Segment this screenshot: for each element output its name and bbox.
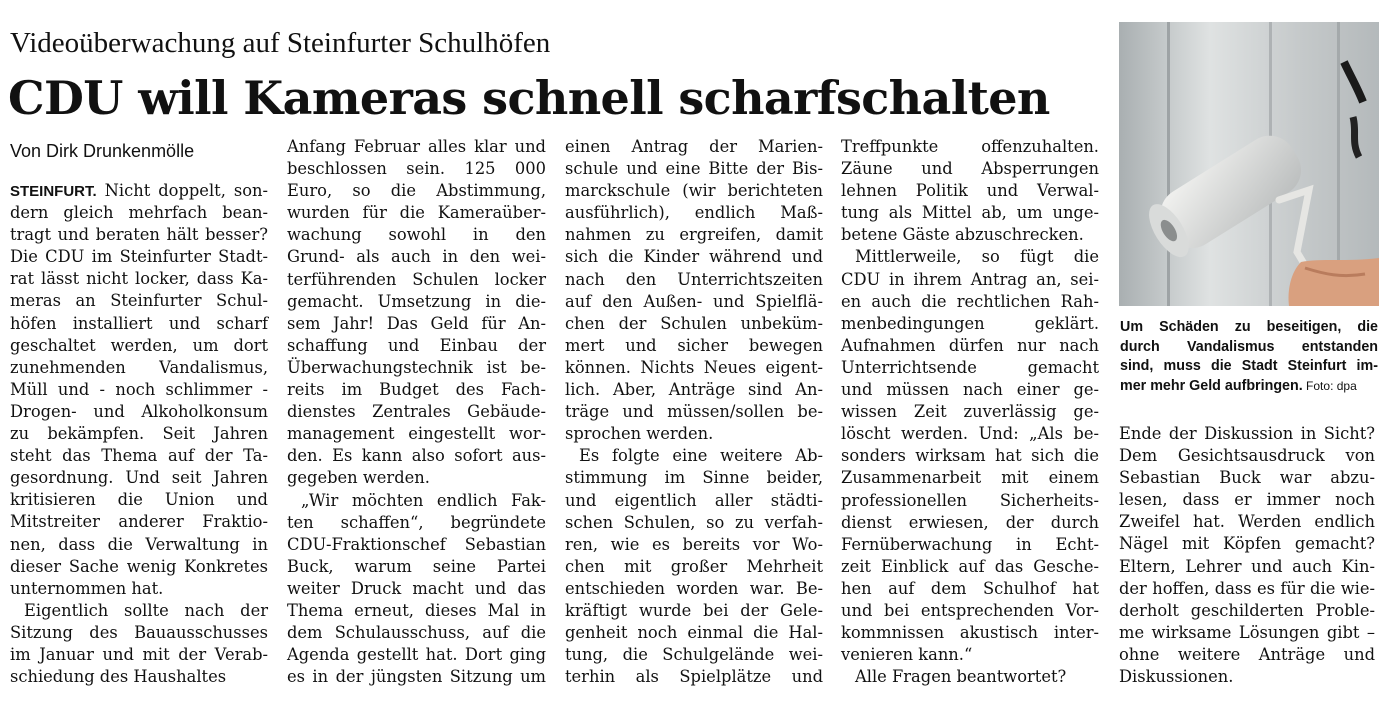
text-column-3	[565, 136, 823, 688]
text-column-1	[10, 180, 268, 688]
text-line: nen, dass die Verwaltung in	[10, 534, 268, 554]
text-column-4	[841, 136, 1099, 688]
text-line: venieren kann.“	[841, 645, 973, 665]
text-line: rat lässt nicht locker, dass Ka-	[10, 269, 268, 289]
text-line: terhin als Spielplätze und	[565, 667, 823, 687]
text-line: schaffung und Einbau der	[287, 335, 546, 355]
text-line: der hoffen, dass es für die wie-	[1119, 578, 1375, 598]
text-line: en auch die rechtlichen Rah-	[841, 291, 1099, 311]
text-line: es in der jüngsten Sitzung um	[287, 667, 546, 687]
text-line: Sebastian Buck war abzu-	[1119, 468, 1375, 488]
caption-text: sind, muss die Stadt Steinfurt im-	[1120, 358, 1378, 374]
text-line: tragt und beraten hält besser?	[10, 225, 268, 245]
text-line: Diskussionen.	[1119, 667, 1234, 687]
text-line: ohne weitere Anträge und	[1119, 644, 1375, 664]
text-line: Fernüberwachung in Echt-	[841, 534, 1099, 554]
text-line: Eigentlich sollte nach der	[24, 600, 268, 620]
text-column-2	[287, 136, 546, 688]
text-line: Nägel mit Köpfen gemacht?	[1119, 534, 1375, 554]
text-line: terführenden Schulen locker	[287, 269, 546, 289]
text-line: Mitstreiter anderer Fraktio-	[10, 512, 268, 532]
text-line: und müssen nach einer ge-	[841, 380, 1099, 400]
text-line: lehnen Politik und Verwal-	[841, 181, 1099, 201]
text-line: zeit Einblick auf das Gesche-	[841, 556, 1099, 576]
text-line: schiedung des Haushaltes	[10, 667, 227, 687]
text-line: ausführlich), endlich Maß-	[565, 203, 823, 223]
text-line: tung als Mittel ab, um unge-	[841, 203, 1099, 223]
text-line: Eltern, Lehrer und auch Kin-	[1119, 556, 1375, 576]
text-line: professionellen Sicherheits-	[841, 490, 1099, 510]
text-line: me wirksame Lösungen gibt –	[1119, 622, 1375, 642]
text-line: menbedingungen geklärt.	[841, 313, 1099, 333]
byline: Von Dirk Drunkenmölle	[10, 141, 195, 161]
text-line: management eingestellt wor-	[287, 424, 546, 444]
text-line: dienst erwiesen, der durch	[841, 512, 1099, 532]
text-line: Treffpunkte offenzuhalten.	[841, 137, 1099, 156]
text-line: Ende der Diskussion in Sicht?	[1119, 424, 1375, 443]
paint-roller-photo-icon	[1119, 22, 1379, 306]
text-line: wissen Zeit zuverlässig ge-	[841, 402, 1099, 422]
text-line: kritisieren die Union und	[10, 490, 268, 510]
text-line: chen mit großer Mehrheit	[565, 556, 823, 576]
text-line: CDU in ihrem Antrag an, sei-	[841, 269, 1099, 289]
text-line-rest: Nicht doppelt, son-	[96, 181, 268, 200]
caption-line	[1120, 338, 1378, 358]
text-line: zunehmenden Vandalismus,	[10, 357, 268, 377]
kicker: Videoüberwachung auf Steinfurter Schulhöfen	[10, 27, 551, 59]
text-line: Zweifel hat. Werden endlich	[1119, 512, 1375, 532]
photo-credit: Foto: dpa	[1302, 378, 1357, 393]
text-line: dienstes Zentrales Gebäude-	[287, 402, 546, 422]
text-line: ten schaffen“, begründete	[287, 512, 546, 532]
text-line: dern gleich mehrfach bean-	[10, 203, 268, 223]
text-line: hen auf dem Schulhof hat	[841, 578, 1099, 598]
text-line: nach den Unterrichtszeiten	[565, 269, 823, 289]
text-line: schule und eine Bitte der Bis-	[565, 159, 823, 179]
text-line: Dem Gesichtsausdruck von	[1119, 446, 1375, 466]
text-line: sprochen werden.	[565, 424, 714, 444]
caption-text: mer mehr Geld aufbringen.	[1120, 377, 1303, 394]
caption-text: Um Schäden zu beseitigen, die	[1120, 319, 1378, 335]
text-line: gegeben werden.	[287, 468, 430, 488]
text-line: Buck, warum seine Partei	[287, 556, 546, 576]
text-line: Aufnahmen dürfen nur nach	[841, 335, 1099, 355]
caption-line	[1120, 357, 1378, 377]
text-line: Mittlerweile, so fügt die	[855, 247, 1099, 267]
text-line: Euro, so die Abstimmung,	[287, 181, 546, 201]
text-line: lesen, dass er immer noch	[1119, 490, 1375, 510]
text-line: unternommen hat.	[10, 578, 164, 598]
text-line: Alle Fragen beantwortet?	[855, 667, 1067, 687]
caption-text: durch Vandalismus entstanden	[1120, 338, 1378, 355]
text-line: können. Nichts Neues eigent-	[565, 357, 823, 377]
text-line: Drogen- und Alkoholkonsum	[10, 401, 268, 421]
text-line: chen der Schulen unbeküm-	[565, 313, 823, 333]
text-line: Unterrichtsende gemacht	[841, 357, 1099, 377]
text-line: und bei entsprechenden Vor-	[841, 600, 1099, 620]
text-line: Agenda gestellt hat. Dort ging	[287, 645, 546, 665]
text-line: dem Schulausschuss, auf die	[287, 623, 546, 643]
text-line: steht das Thema auf der Ta-	[10, 446, 268, 466]
text-line: CDU-Fraktionschef Sebastian	[287, 534, 546, 554]
text-line: „Wir möchten endlich Fak-	[301, 490, 546, 510]
text-line: auf den Außen- und Spielflä-	[565, 291, 823, 311]
text-line: Zusammenarbeit mit einem	[841, 468, 1099, 488]
text-line: und eigentlich aller städti-	[565, 490, 823, 510]
text-line: im Januar und mit der Verab-	[10, 644, 268, 664]
text-line	[10, 180, 268, 202]
text-line: reits im Budget des Fach-	[287, 380, 546, 400]
text-line: gemacht. Umsetzung in die-	[287, 291, 546, 311]
text-line: beschlossen sein. 125 000	[287, 159, 546, 179]
text-line: höfen installiert und scharf	[10, 313, 268, 333]
text-line: kräftigt wurde bei der Gele-	[565, 600, 823, 620]
text-line: geschaltet werden, um dort	[10, 335, 268, 355]
text-line: sonders wirksam hat sich die	[841, 446, 1099, 466]
text-line: ren, wie es bereits vor Wo-	[565, 534, 823, 554]
text-line: dieser Sache wenig Konkretes	[10, 556, 268, 576]
text-line: gesordnung. Und seit Jahren	[10, 468, 268, 488]
text-line: den. Es kann also sofort aus-	[287, 446, 546, 466]
text-line: sich die Kinder während und	[565, 247, 823, 267]
text-line: träge und müssen/sollen be-	[565, 402, 823, 422]
text-line: marckschule (wir berichteten	[565, 181, 823, 201]
caption-line	[1120, 377, 1378, 397]
text-line: löscht werden. Und: „Als be-	[841, 424, 1099, 444]
text-line: Müll und - noch schlimmer -	[10, 379, 268, 399]
text-line: sem Jahr! Das Geld für An-	[287, 313, 546, 333]
text-line: entschieden worden war. Be-	[565, 578, 823, 598]
text-line: meras an Steinfurter Schul-	[10, 291, 268, 311]
text-line: wachung sowohl in den	[287, 225, 546, 245]
text-column-5	[1119, 423, 1375, 688]
text-line: lich. Aber, Anträge sind An-	[565, 380, 823, 400]
text-line: mert und sicher bewegen	[565, 335, 823, 355]
text-line: Anfang Februar alles klar und	[287, 137, 546, 156]
text-line: einen Antrag der Marien-	[565, 137, 823, 156]
text-line: schen Schulen, so zu verfah-	[565, 512, 823, 532]
text-line: Sitzung des Bauausschusses	[10, 622, 268, 642]
text-line: wurden für die Kameraüber-	[287, 203, 546, 223]
text-line: betene Gäste abzuschrecken.	[841, 225, 1084, 245]
text-line: tung, die Schulgelände wei-	[565, 645, 823, 665]
text-line: nahmen zu ergreifen, damit	[565, 225, 823, 245]
text-line: zu bekämpfen. Seit Jahren	[10, 424, 268, 444]
text-line: genheit noch einmal die Hal-	[565, 623, 823, 643]
text-line: Zäune und Absperrungen	[841, 159, 1099, 179]
text-line: Die CDU im Steinfurter Stadt-	[10, 247, 268, 267]
headline: CDU will Kameras schnell scharfschalten	[8, 71, 1050, 125]
text-line: derholt geschilderten Proble-	[1119, 600, 1375, 620]
dateline-place: STEINFURT.	[10, 183, 97, 200]
text-line: Überwachungstechnik ist be-	[287, 357, 546, 377]
text-line: Thema erneut, dieses Mal in	[287, 600, 546, 620]
photo-caption	[1120, 318, 1378, 396]
text-line: stimmung im Sinne beider,	[565, 468, 823, 488]
text-line: Es folgte eine weitere Ab-	[579, 446, 823, 466]
caption-line	[1120, 318, 1378, 338]
text-line: kommnissen akustisch inter-	[841, 623, 1099, 643]
text-line: Grund- als auch in den wei-	[287, 247, 546, 267]
text-line: weiter Druck macht und das	[287, 578, 546, 598]
